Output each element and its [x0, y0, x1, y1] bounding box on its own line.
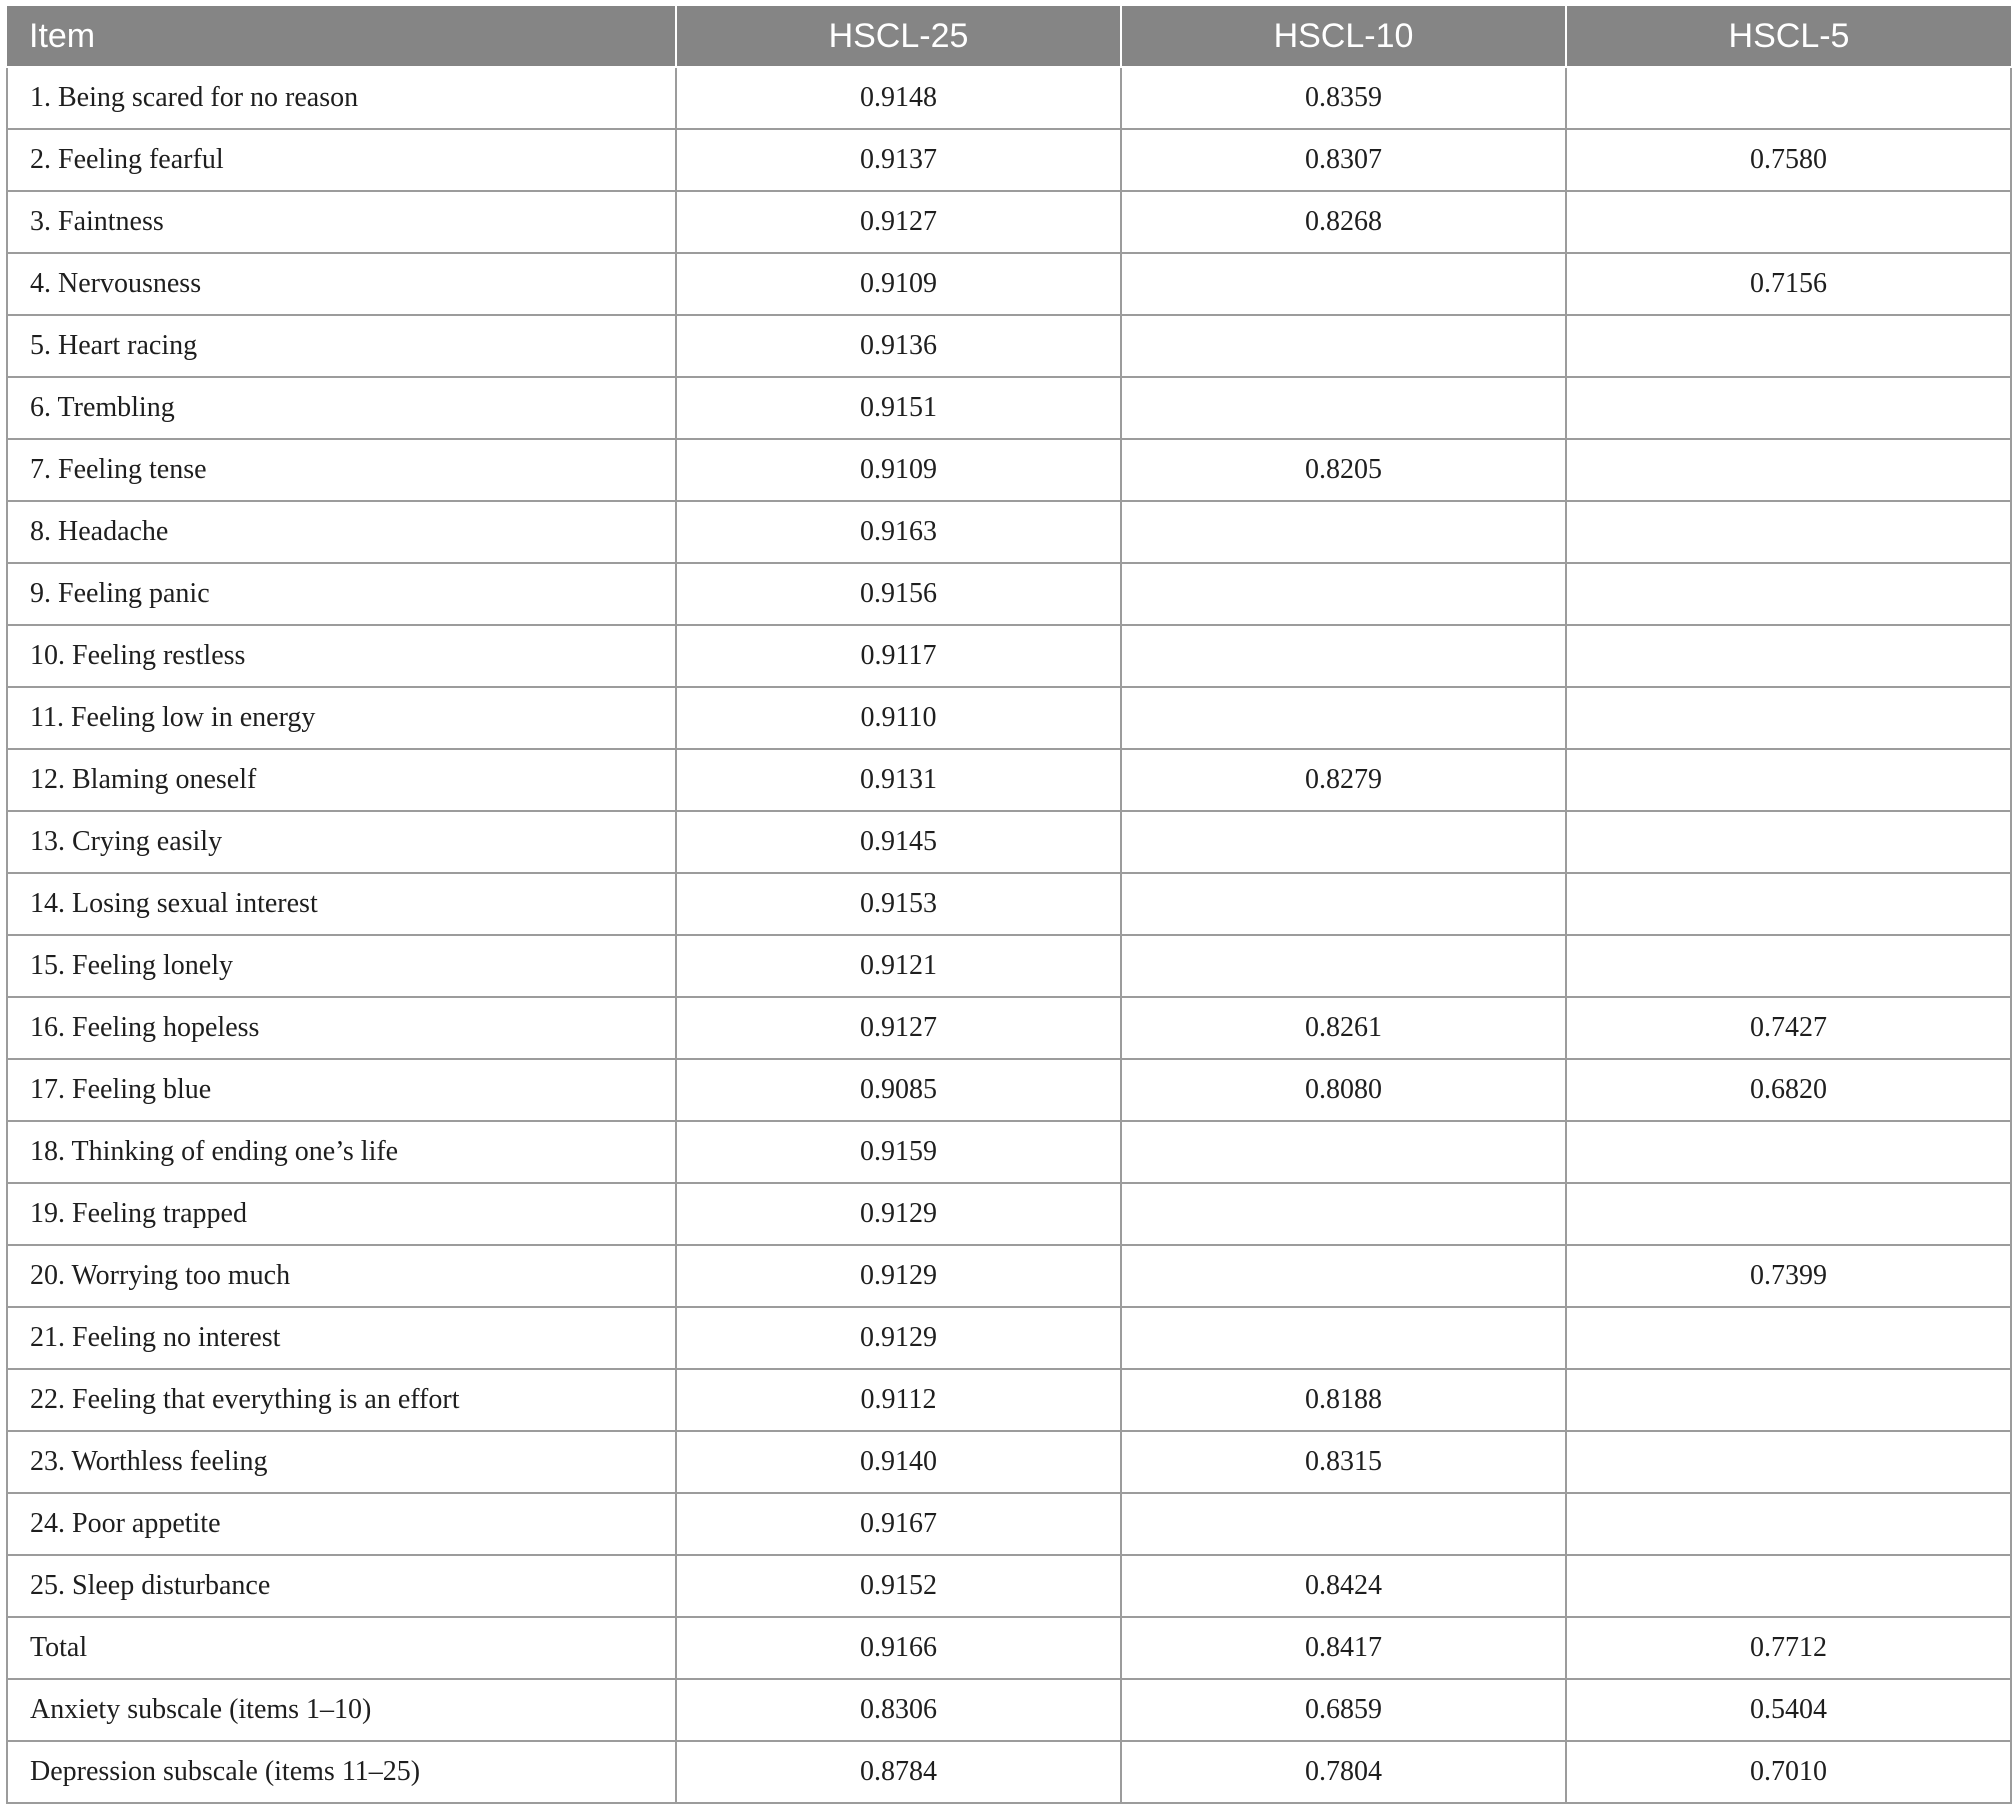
hscl-10-cell: [1121, 1245, 1566, 1307]
hscl-25-cell: 0.9153: [676, 873, 1121, 935]
hscl-5-cell: [1566, 191, 2011, 253]
table-row: [7, 1369, 2011, 1431]
table-container: [6, 6, 2010, 1804]
hscl-10-cell: [1121, 811, 1566, 873]
hscl-25-cell: 0.9167: [676, 1493, 1121, 1555]
item-cell: 25. Sleep disturbance: [7, 1555, 676, 1617]
table-row: [7, 1617, 2011, 1679]
item-cell: 13. Crying easily: [7, 811, 676, 873]
table-row: [7, 1431, 2011, 1493]
item-cell: 4. Nervousness: [7, 253, 676, 315]
table-row: [7, 1679, 2011, 1741]
item-cell: Depression subscale (items 11–25): [7, 1741, 676, 1803]
hscl-10-cell: 0.8205: [1121, 439, 1566, 501]
table-row: [7, 1307, 2011, 1369]
item-cell: 14. Losing sexual interest: [7, 873, 676, 935]
hscl-10-cell: [1121, 1493, 1566, 1555]
hscl-5-cell: [1566, 439, 2011, 501]
hscl-10-cell: [1121, 687, 1566, 749]
hscl-5-cell: 0.6820: [1566, 1059, 2011, 1121]
hscl-25-cell: 0.8306: [676, 1679, 1121, 1741]
hscl-5-cell: [1566, 501, 2011, 563]
hscl-25-cell: 0.9127: [676, 997, 1121, 1059]
hscl-25-cell: 0.9148: [676, 67, 1121, 129]
item-cell: 8. Headache: [7, 501, 676, 563]
hscl-25-cell: 0.9140: [676, 1431, 1121, 1493]
hscl-10-cell: 0.8261: [1121, 997, 1566, 1059]
hscl-5-cell: [1566, 873, 2011, 935]
hscl-5-cell: [1566, 811, 2011, 873]
table-row: [7, 563, 2011, 625]
table-row: [7, 67, 2011, 129]
item-cell: 19. Feeling trapped: [7, 1183, 676, 1245]
table-row: [7, 935, 2011, 997]
hscl-5-cell: 0.7156: [1566, 253, 2011, 315]
item-cell: 16. Feeling hopeless: [7, 997, 676, 1059]
table-row: [7, 1245, 2011, 1307]
hscl-5-cell: 0.7580: [1566, 129, 2011, 191]
table-row: [7, 439, 2011, 501]
item-cell: 12. Blaming oneself: [7, 749, 676, 811]
column-header-item: Item: [7, 6, 676, 67]
hscl-25-cell: 0.9145: [676, 811, 1121, 873]
item-cell: 9. Feeling panic: [7, 563, 676, 625]
item-cell: 7. Feeling tense: [7, 439, 676, 501]
item-cell: 11. Feeling low in energy: [7, 687, 676, 749]
hscl-25-cell: 0.9129: [676, 1245, 1121, 1307]
hscl-10-cell: [1121, 377, 1566, 439]
hscl-25-cell: 0.9110: [676, 687, 1121, 749]
hscl-10-cell: 0.8307: [1121, 129, 1566, 191]
hscl-10-cell: 0.8268: [1121, 191, 1566, 253]
item-cell: 6. Trembling: [7, 377, 676, 439]
hscl-25-cell: 0.9151: [676, 377, 1121, 439]
hscl-10-cell: [1121, 625, 1566, 687]
hscl-10-cell: 0.8417: [1121, 1617, 1566, 1679]
hscl-10-cell: [1121, 563, 1566, 625]
table-row: [7, 1555, 2011, 1617]
hscl-25-cell: 0.9085: [676, 1059, 1121, 1121]
table-row: [7, 997, 2011, 1059]
item-cell: 1. Being scared for no reason: [7, 67, 676, 129]
table-row: [7, 1741, 2011, 1803]
item-cell: 20. Worrying too much: [7, 1245, 676, 1307]
item-cell: 15. Feeling lonely: [7, 935, 676, 997]
hscl-25-cell: 0.9117: [676, 625, 1121, 687]
hscl-25-cell: 0.9127: [676, 191, 1121, 253]
hscl-5-cell: [1566, 1183, 2011, 1245]
table-row: [7, 129, 2011, 191]
table-row: [7, 749, 2011, 811]
hscl-25-cell: 0.9129: [676, 1183, 1121, 1245]
hscl-10-cell: [1121, 253, 1566, 315]
table-row: [7, 1121, 2011, 1183]
hscl-10-cell: 0.8424: [1121, 1555, 1566, 1617]
hscl-5-cell: 0.7010: [1566, 1741, 2011, 1803]
hscl-25-cell: 0.9163: [676, 501, 1121, 563]
hscl-5-cell: [1566, 935, 2011, 997]
table-row: [7, 687, 2011, 749]
table-row: [7, 191, 2011, 253]
item-cell: 24. Poor appetite: [7, 1493, 676, 1555]
table-header: [7, 6, 2011, 67]
hscl-5-cell: [1566, 1121, 2011, 1183]
table-row: [7, 811, 2011, 873]
hscl-5-cell: [1566, 749, 2011, 811]
reliability-table: [6, 6, 2012, 1804]
hscl-25-cell: 0.9152: [676, 1555, 1121, 1617]
item-cell: 18. Thinking of ending one’s life: [7, 1121, 676, 1183]
hscl-10-cell: 0.8279: [1121, 749, 1566, 811]
hscl-25-cell: 0.9156: [676, 563, 1121, 625]
hscl-5-cell: [1566, 377, 2011, 439]
table-row: [7, 253, 2011, 315]
hscl-25-cell: 0.9112: [676, 1369, 1121, 1431]
hscl-10-cell: [1121, 315, 1566, 377]
hscl-5-cell: [1566, 563, 2011, 625]
item-cell: 3. Faintness: [7, 191, 676, 253]
item-cell: 23. Worthless feeling: [7, 1431, 676, 1493]
item-cell: 10. Feeling restless: [7, 625, 676, 687]
hscl-25-cell: 0.9131: [676, 749, 1121, 811]
header-row: [7, 6, 2011, 67]
hscl-5-cell: [1566, 1307, 2011, 1369]
column-header-hscl-5: HSCL-5: [1566, 6, 2011, 67]
column-header-hscl-10: HSCL-10: [1121, 6, 1566, 67]
item-cell: 22. Feeling that everything is an effort: [7, 1369, 676, 1431]
table-row: [7, 377, 2011, 439]
hscl-5-cell: 0.7712: [1566, 1617, 2011, 1679]
hscl-10-cell: 0.8188: [1121, 1369, 1566, 1431]
hscl-10-cell: 0.8080: [1121, 1059, 1566, 1121]
item-cell: 17. Feeling blue: [7, 1059, 676, 1121]
hscl-25-cell: 0.9136: [676, 315, 1121, 377]
hscl-5-cell: [1566, 1493, 2011, 1555]
table-body: [7, 67, 2011, 1803]
hscl-10-cell: [1121, 501, 1566, 563]
hscl-10-cell: [1121, 1307, 1566, 1369]
table-row: [7, 873, 2011, 935]
hscl-10-cell: [1121, 873, 1566, 935]
hscl-25-cell: 0.8784: [676, 1741, 1121, 1803]
hscl-25-cell: 0.9129: [676, 1307, 1121, 1369]
hscl-10-cell: 0.7804: [1121, 1741, 1566, 1803]
hscl-25-cell: 0.9121: [676, 935, 1121, 997]
table-row: [7, 1493, 2011, 1555]
item-cell: 21. Feeling no interest: [7, 1307, 676, 1369]
hscl-10-cell: 0.6859: [1121, 1679, 1566, 1741]
table-row: [7, 1183, 2011, 1245]
hscl-10-cell: 0.8315: [1121, 1431, 1566, 1493]
hscl-10-cell: [1121, 1121, 1566, 1183]
hscl-5-cell: 0.7427: [1566, 997, 2011, 1059]
table-row: [7, 1059, 2011, 1121]
hscl-5-cell: [1566, 1555, 2011, 1617]
hscl-25-cell: 0.9109: [676, 439, 1121, 501]
hscl-5-cell: [1566, 1369, 2011, 1431]
hscl-5-cell: [1566, 625, 2011, 687]
hscl-5-cell: [1566, 1431, 2011, 1493]
hscl-5-cell: [1566, 687, 2011, 749]
item-cell: 2. Feeling fearful: [7, 129, 676, 191]
hscl-10-cell: [1121, 935, 1566, 997]
table-row: [7, 625, 2011, 687]
hscl-5-cell: 0.5404: [1566, 1679, 2011, 1741]
hscl-25-cell: 0.9166: [676, 1617, 1121, 1679]
column-header-hscl-25: HSCL-25: [676, 6, 1121, 67]
table-row: [7, 315, 2011, 377]
item-cell: Anxiety subscale (items 1–10): [7, 1679, 676, 1741]
hscl-10-cell: [1121, 1183, 1566, 1245]
item-cell: 5. Heart racing: [7, 315, 676, 377]
hscl-25-cell: 0.9137: [676, 129, 1121, 191]
hscl-25-cell: 0.9159: [676, 1121, 1121, 1183]
hscl-5-cell: [1566, 67, 2011, 129]
hscl-5-cell: [1566, 315, 2011, 377]
hscl-5-cell: 0.7399: [1566, 1245, 2011, 1307]
table-row: [7, 501, 2011, 563]
hscl-10-cell: 0.8359: [1121, 67, 1566, 129]
hscl-25-cell: 0.9109: [676, 253, 1121, 315]
item-cell: Total: [7, 1617, 676, 1679]
